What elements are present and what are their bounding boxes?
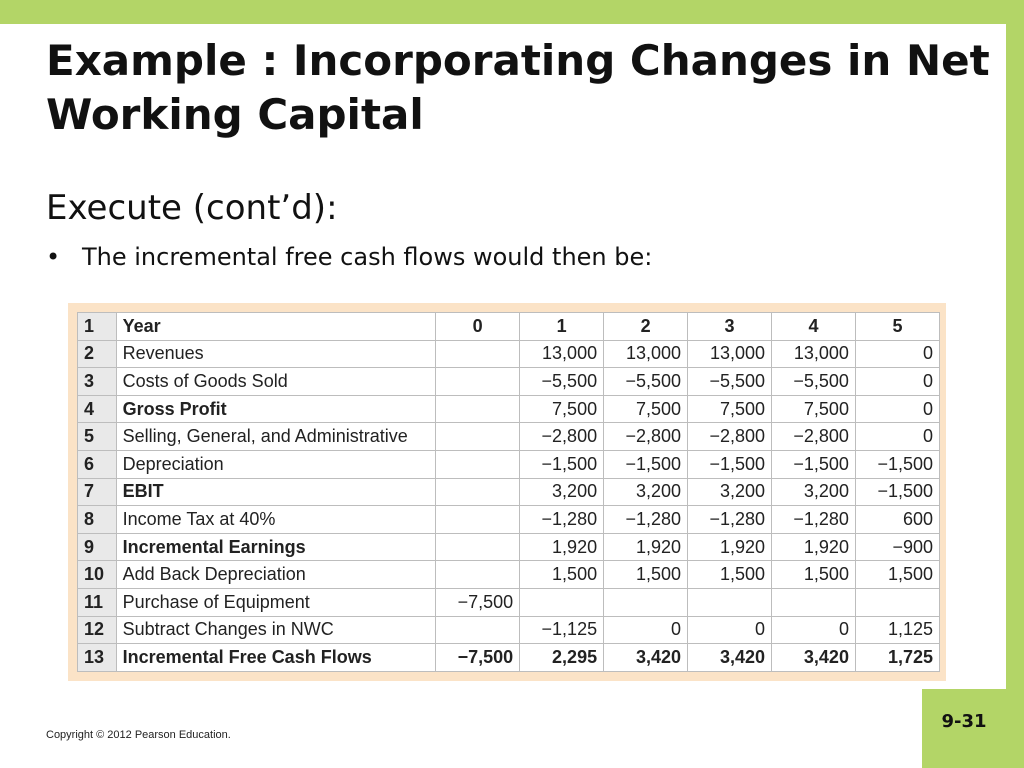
top-accent-bar	[0, 0, 1024, 24]
row-label: Income Tax at 40%	[116, 506, 436, 534]
table-cell: 1,500	[772, 561, 856, 589]
row-label: Subtract Changes in NWC	[116, 616, 436, 644]
table-cell: −1,280	[604, 506, 688, 534]
row-label: Depreciation	[116, 450, 436, 478]
row-label: Add Back Depreciation	[116, 561, 436, 589]
row-number: 8	[78, 506, 117, 534]
table-cell	[520, 588, 604, 616]
table-cell: −1,500	[855, 478, 939, 506]
table-row	[78, 506, 940, 534]
row-number: 6	[78, 450, 117, 478]
table-cell: 3,200	[604, 478, 688, 506]
table-cell: 1,500	[520, 561, 604, 589]
row-number: 12	[78, 616, 117, 644]
table-cell: 1,920	[520, 533, 604, 561]
table-cell: −2,800	[520, 423, 604, 451]
row-label: Purchase of Equipment	[116, 588, 436, 616]
table-cell: 0	[855, 423, 939, 451]
table-cell: 3,420	[688, 644, 772, 672]
table-row	[78, 616, 940, 644]
table-cell: −1,280	[688, 506, 772, 534]
row-label: Incremental Free Cash Flows	[116, 644, 436, 672]
table-cell: −1,500	[688, 450, 772, 478]
table-cell: −1,125	[520, 616, 604, 644]
table-cell	[436, 506, 520, 534]
table-cell: −7,500	[436, 644, 520, 672]
row-label: EBIT	[116, 478, 436, 506]
table-cell: 2	[604, 313, 688, 341]
table-cell: 1,920	[772, 533, 856, 561]
table-row	[78, 533, 940, 561]
table-cell	[436, 395, 520, 423]
row-number: 11	[78, 588, 117, 616]
table-cell: 13,000	[604, 340, 688, 368]
table-cell	[855, 588, 939, 616]
table-cell	[436, 616, 520, 644]
table-cell: 7,500	[520, 395, 604, 423]
table-row	[78, 561, 940, 589]
table-cell	[772, 588, 856, 616]
table-cell: −5,500	[688, 368, 772, 396]
table-cell: 7,500	[604, 395, 688, 423]
slide-title: Example : Incorporating Changes in Net Working Capital	[46, 36, 990, 139]
table-row	[78, 478, 940, 506]
table-cell: 1,500	[604, 561, 688, 589]
row-number: 13	[78, 644, 117, 672]
table-cell: −1,280	[772, 506, 856, 534]
row-label: Selling, General, and Administrative	[116, 423, 436, 451]
table-cell: 5	[855, 313, 939, 341]
table-cell: 1,500	[688, 561, 772, 589]
table-cell	[436, 423, 520, 451]
cash-flow-table	[77, 312, 940, 672]
table-cell	[436, 561, 520, 589]
table-cell: 3,200	[772, 478, 856, 506]
table-frame	[68, 303, 946, 681]
table-cell	[604, 588, 688, 616]
table-cell: −2,800	[772, 423, 856, 451]
table-cell: −1,500	[772, 450, 856, 478]
table-cell: 0	[855, 368, 939, 396]
table-cell: −5,500	[604, 368, 688, 396]
bullet-icon: •	[46, 243, 61, 271]
table-cell: 3,200	[688, 478, 772, 506]
table-cell: 3	[688, 313, 772, 341]
row-number: 1	[78, 313, 117, 341]
table-row	[78, 395, 940, 423]
table-cell: 7,500	[688, 395, 772, 423]
bullet-point	[46, 240, 652, 274]
table-cell: −5,500	[520, 368, 604, 396]
table-cell: 13,000	[688, 340, 772, 368]
table-cell: 1,500	[855, 561, 939, 589]
table-cell	[436, 478, 520, 506]
table-cell: 0	[855, 395, 939, 423]
table-cell: −900	[855, 533, 939, 561]
table-cell: 0	[772, 616, 856, 644]
page-number: 9-31	[941, 711, 987, 732]
table-cell: 0	[436, 313, 520, 341]
table-cell: −1,500	[604, 450, 688, 478]
table-cell: 1,125	[855, 616, 939, 644]
table-cell: 1	[520, 313, 604, 341]
table-cell: 3,420	[604, 644, 688, 672]
table-cell: 1,920	[688, 533, 772, 561]
row-label: Revenues	[116, 340, 436, 368]
table-row	[78, 340, 940, 368]
row-label: Costs of Goods Sold	[116, 368, 436, 396]
table-cell: −7,500	[436, 588, 520, 616]
table-cell	[436, 340, 520, 368]
table-row	[78, 313, 940, 341]
subheading: Execute (cont’d):	[46, 188, 338, 228]
row-number: 4	[78, 395, 117, 423]
table-cell: −2,800	[604, 423, 688, 451]
table-cell: 0	[688, 616, 772, 644]
table-cell: 3,420	[772, 644, 856, 672]
table-cell: 0	[855, 340, 939, 368]
table-cell: 3,200	[520, 478, 604, 506]
row-label: Incremental Earnings	[116, 533, 436, 561]
table-cell: −1,500	[520, 450, 604, 478]
row-number: 10	[78, 561, 117, 589]
page-number-box	[922, 689, 1006, 768]
table-row	[78, 423, 940, 451]
table-cell: 0	[604, 616, 688, 644]
table-cell	[436, 368, 520, 396]
table-cell: 4	[772, 313, 856, 341]
table-cell: −2,800	[688, 423, 772, 451]
table-cell	[688, 588, 772, 616]
table-cell: 13,000	[520, 340, 604, 368]
table-row	[78, 588, 940, 616]
table-row	[78, 644, 940, 672]
table-row	[78, 368, 940, 396]
table-cell: 13,000	[772, 340, 856, 368]
table-cell: 1,725	[855, 644, 939, 672]
bullet-text: The incremental free cash flows would then be:	[82, 243, 653, 271]
table-row	[78, 450, 940, 478]
right-accent-bar	[1006, 0, 1024, 768]
row-number: 3	[78, 368, 117, 396]
table-cell: 600	[855, 506, 939, 534]
table-cell: 2,295	[520, 644, 604, 672]
table-cell: 1,920	[604, 533, 688, 561]
table-cell	[436, 450, 520, 478]
table-cell: −1,280	[520, 506, 604, 534]
table-cell: −1,500	[855, 450, 939, 478]
copyright-text: Copyright © 2012 Pearson Education.	[46, 729, 231, 741]
table-cell: 7,500	[772, 395, 856, 423]
table-cell: −5,500	[772, 368, 856, 396]
row-number: 5	[78, 423, 117, 451]
row-label: Gross Profit	[116, 395, 436, 423]
row-number: 9	[78, 533, 117, 561]
row-number: 2	[78, 340, 117, 368]
row-label: Year	[116, 313, 436, 341]
table-cell	[436, 533, 520, 561]
row-number: 7	[78, 478, 117, 506]
